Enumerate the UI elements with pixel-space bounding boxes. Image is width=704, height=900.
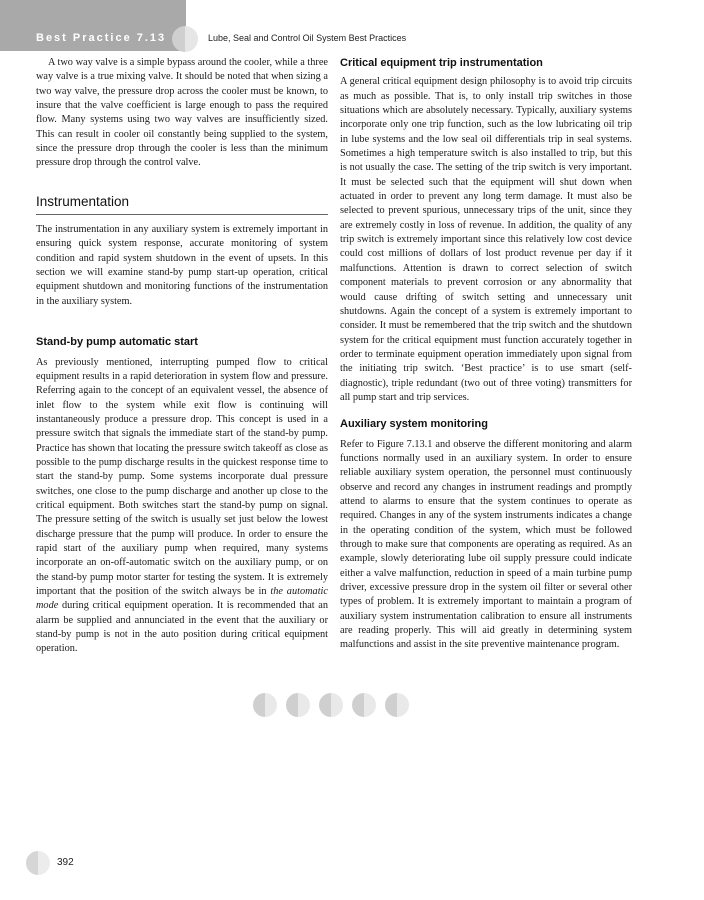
standby-text-part1: As previously mentioned, interrupting pumped flow to critical equipment results in a rapid deterioration in system flow and pressure. Referring again to the concept of an equivalent vessel, the absence of inlet flow to the system while exit flow is continuing will instantaneously produce a pressure drop. This concept is used in a pressure switch that signals the immediate start of the stand-by pump. Practice has shown that locating the pressure switch takeoff as close as possible to the pump discharge results in the quickest response time to start the stand-by pump. Some systems incorporate dual pressure switches, one close to the pump discharge and another up close to the critical equipment. Both switches start the stand-by pump on signal. The pressure setting of the switch is usually set just below the lowest discharge pressure that the pump will produce. In order to ensure the rapid start of the auxiliary pump when required, many systems incorporate an on-off-automatic switch on the auxiliary pump, or on the stand-by pump motor starter for testing the system. It is extremely important that the position of the switch always be in xyxy=(36,356,328,597)
trip-instrumentation-heading: Critical equipment trip instrumentation xyxy=(340,57,543,69)
ornament-dot xyxy=(385,693,409,717)
right-column xyxy=(340,56,632,653)
system-monitoring-paragraph: Refer to Figure 7.13.1 and observe the different monitoring and alarm functions normally used in an auxiliary system. In order to ensure reliable auxiliary system operation, the personnel must continuously observe and record any changes in instrument readings and promptly attend to alarms to ensure that the system continues to operate as required. Changes in any of the system instruments indicates a change in the operating condition of the system, which must be followed through to make sure that components are operating as required. As an example, slowly deteriorating lube oil supply pressure could indicate either a valve malfunction, reduction in speed of a main turbine pump driver, excessive pressure drop in the system oil filter or several other types of problem. It is extremely important to maintain a program of auxiliary system instrumentation calibration to ensure all instruments are reading properly. This will aid greatly in determining system malfunctions and assist in the site preventive maintenance program. xyxy=(340,438,632,651)
ornament-dot xyxy=(319,693,343,717)
standby-pump-paragraph xyxy=(36,356,328,657)
standby-text-part2: during critical equipment operation. It is recommended that an alarm be supplied and annunciated in the event that the auxiliary or stand-by pump is not in the auto position during critical equipment operation. xyxy=(36,600,329,655)
header-circle-ornament xyxy=(172,26,198,52)
standby-pump-heading: Stand-by pump automatic start xyxy=(36,336,198,349)
left-column xyxy=(36,56,328,657)
automatic-mode-emphasis: the automatic mode xyxy=(36,586,328,612)
instrumentation-paragraph: The instrumentation in any auxiliary system is extremely important in ensuring quick system response, accurate monitoring of system condition and rapid system shutdown in the event of upsets. In this section we will examine stand-by pump start-up operation, critical equipment shutdown and monitoring functions of the instrumentation in the auxiliary system. xyxy=(36,224,328,307)
ornament-dot xyxy=(286,693,310,717)
ornament-dot xyxy=(352,693,376,717)
section-label: Best Practice 7.13 xyxy=(36,32,167,44)
footer-circle-ornament xyxy=(26,851,50,875)
page-number: 392 xyxy=(57,857,74,868)
ornament-dot xyxy=(253,693,277,717)
trip-instrumentation-paragraph: A general critical equipment design philosophy is to avoid trip circuits as much as possible. That is, to only install trip switches in those situations which are absolutely necessary. Typically, auxiliary systems incorporate only one trip function, such as the low lubricating oil trip in lube systems and the low seal oil differentials trip in seal systems. Sometimes a high temperature switch is also installed to trip, but this is not usually the case. The setting of the trip switch is very important. It must be selected such that the equipment will shut down when actuated in order to prevent any long term damage. It must also be selected to prevent spurious, unnecessary trips of the unit, since they are extremely costly in loss of revenue. In addition, the quality of any trip switch is extremely important since this relatively low cost device could cost millions of dollars of lost product revenue per day if it malfunctions. Attention is drawn to correct selection of switch component materials to prevent corrosion or any abnormality that would cause drifting of switch setting and unnecessary unit shutdowns. Again the concept of a system is extremely important to consider. It must be remembered that the trip switch and the shutdown system for the critical equipment must function accurately together in order to terminate equipment operation immediately upon signal from the initiating trip switch. ‘Best practice’ is to use smart (self-diagnostic), triple redundant (two out of three voting) transmitters for all pump start and trip services. xyxy=(340,76,632,403)
running-header-title: Lube, Seal and Control Oil System Best Practices xyxy=(208,33,407,43)
header-tab xyxy=(0,0,186,51)
system-monitoring-heading: Auxiliary system monitoring xyxy=(340,418,488,431)
instrumentation-heading: Instrumentation xyxy=(36,195,328,215)
intro-paragraph: A two way valve is a simple bypass around the cooler, while a three way valve is a true mixing valve. It should be noted that when sizing a two way valve, the pressure drop across the cooler must be known, to insure that the valve coefficient is large enough to pass the required flow. Many systems using two way valves are insufficiently sized. This can result in cooler oil constantly being supplied to the system, since the pressure drop through the cooler is less than the minimum pressure drop through the control valve. xyxy=(36,57,328,169)
